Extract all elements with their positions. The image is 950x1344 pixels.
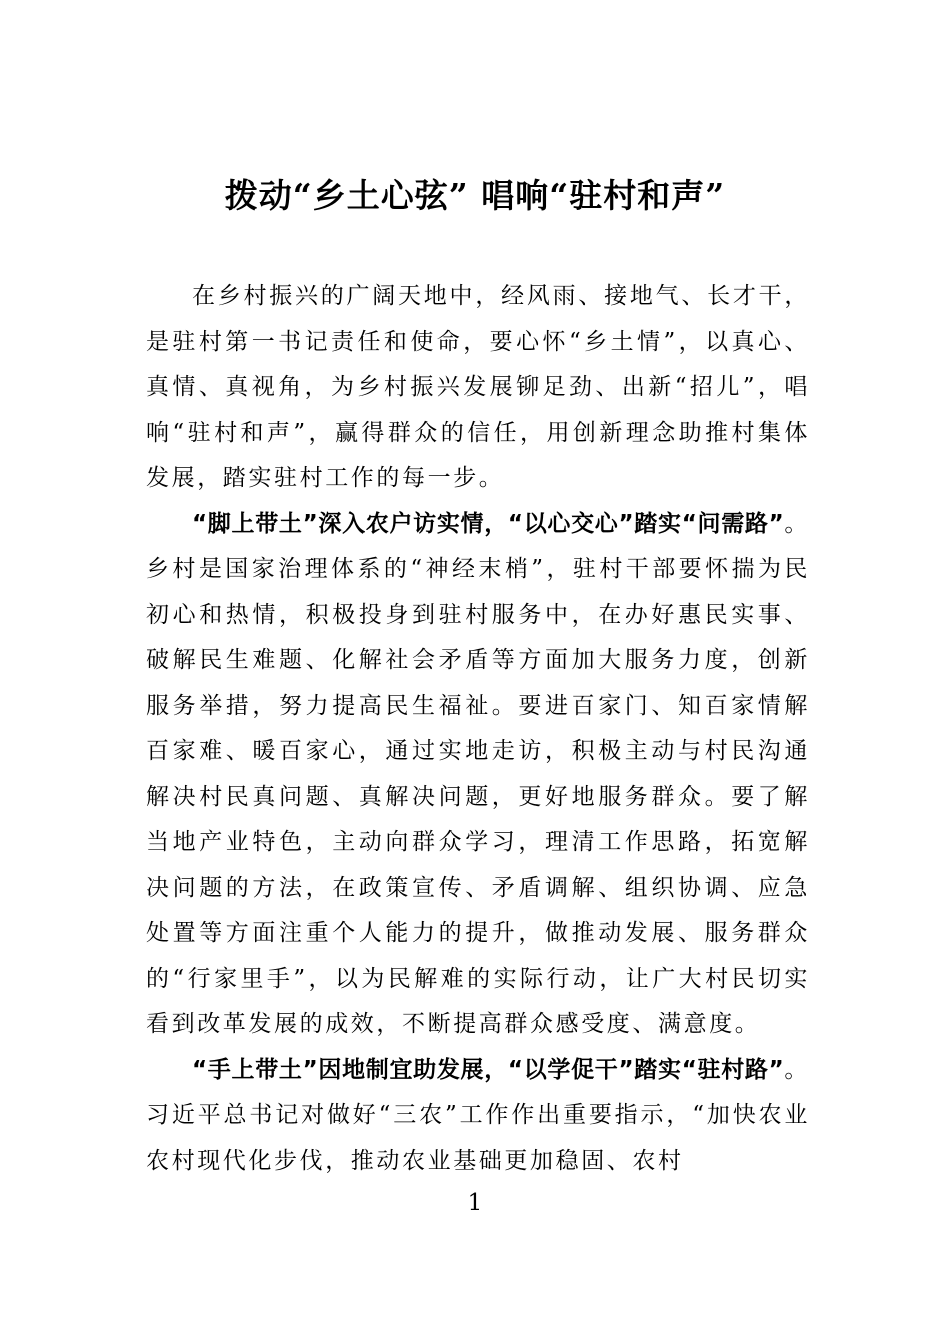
section-heading: “手上带土”因地制宜助发展，“以学促干”踏实“驻村路” (192, 1056, 785, 1083)
paragraph-intro (146, 274, 810, 502)
document-title: 拨动“乡土心弦” 唱响“驻村和声” (224, 176, 726, 215)
paragraph-text: 。习近平总书记对做好“三农”工作作出重要指示，“加快农业农村现代化步伐，推动农业基础更加稳固、农村 (146, 1056, 810, 1174)
paragraph-text: 。乡村是国家治理体系的“神经末梢”，驻村干部要怀揣为民初心和热情，积极投身到驻村服务中，在办好惠民实事、破解民生难题、化解社会矛盾等方面加大服务力度，创新服务举措，努力提高民生福祉。要进百家门、知百家情解百家难、暖百家心，通过实地走访，积极主动与村民沟通解决村民真问题、真解决问题，更好地服务群众。要了解当地产业特色，主动向群众学习，理清工作思路，拓宽解决问题的方法，在政策宣传、矛盾调解、组织协调、应急处置等方面注重个人能力的提升，做推动发展、服务群众的“行家里手”，以为民解难的实际行动，让广大村民切实看到改革发展的成效，不断提高群众感受度、满意度。 (146, 510, 810, 1037)
paragraph-text: 在乡村振兴的广阔天地中，经风雨、接地气、长才干，是驻村第一书记责任和使命，要心怀“乡土情”，以真心、真情、真视角，为乡村振兴发展铆足劲、出新“招儿”，唱响“驻村和声”，赢得群众的信任，用创新理念助推村集体发展，踏实驻村工作的每一步。 (146, 283, 810, 491)
document-body (146, 274, 810, 1184)
paragraph-section-2 (146, 1048, 810, 1185)
paragraph-section-1 (146, 502, 810, 1048)
section-heading: “脚上带土”深入农户访实情，“以心交心”踏实“问需路” (192, 510, 785, 537)
page-number: 1 (467, 1190, 483, 1216)
